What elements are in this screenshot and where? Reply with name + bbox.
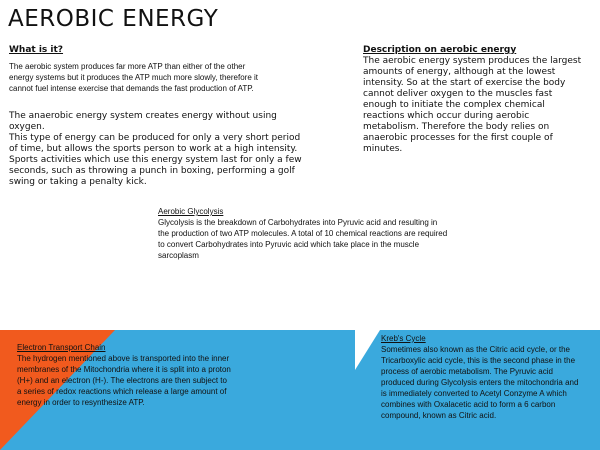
krebs-cycle-heading: Kreb's Cycle — [381, 334, 426, 343]
description-text: The aerobic energy system produces the largest amounts of energy, although at the lowest intensity. So at the start of exercise the body cannot deliver oxygen to the muscles fast enough to initiate the complex chemical reactions which occur during aerobic metabolism. Therefore the body relies on anaerobic processes for the first couple of minutes. — [363, 56, 582, 154]
page-title: AEROBIC ENERGY — [8, 6, 219, 32]
description-heading: Description on aerobic energy — [363, 45, 517, 55]
aerobic-summary-text: The aerobic system produces far more ATP than either of the other energy systems but it produces the ATP much more slowly, therefore it cannot fuel intense exercise that demands the fast production of ATP. — [9, 62, 258, 93]
what-is-it-heading: What is it? — [9, 45, 64, 55]
electron-transport-text: The hydrogen mentioned above is transported into the inner membranes of the Mitochondria where it is split into a proton (H+) and an electron (H-). The electrons are then subject to a series of redox reactions which release a large amount of energy in order to resynthesize ATP. — [17, 354, 231, 407]
glycolysis-heading: Aerobic Glycolysis — [158, 207, 224, 216]
electron-transport-heading: Electron Transport Chain — [17, 343, 106, 352]
krebs-cycle-text: Sometimes also known as the Citric acid cycle, or the Tricarboxylic acid cycle, this is the second phase in the process of aerobic metabolism. The Pyruvic acid produced during Glycolysis enters the mitochondria and is immediately converted to Acetyl Conzyme A which combines with Oxalacetic acid to form a 6 carbon compound, known as Citric acid. — [381, 345, 579, 420]
glycolysis-text: Glycolysis is the breakdown of Carbohydrates into Pyruvic acid and resulting in the production of two ATP molecules. A total of 10 chemical reactions are required to convert Carbohydrates into Pyruvic acid which take place in the muscle sarcoplasm — [158, 218, 448, 260]
anaerobic-text: The anaerobic energy system creates energy without using oxygen. This type of energy can be produced for only a very short period of time, but allows the sports person to work at a high intensity. Sports activities which use this energy system last for only a few seconds, such as throwing a punch in boxing, performing a golf swing or taking a penalty kick. — [9, 111, 302, 187]
